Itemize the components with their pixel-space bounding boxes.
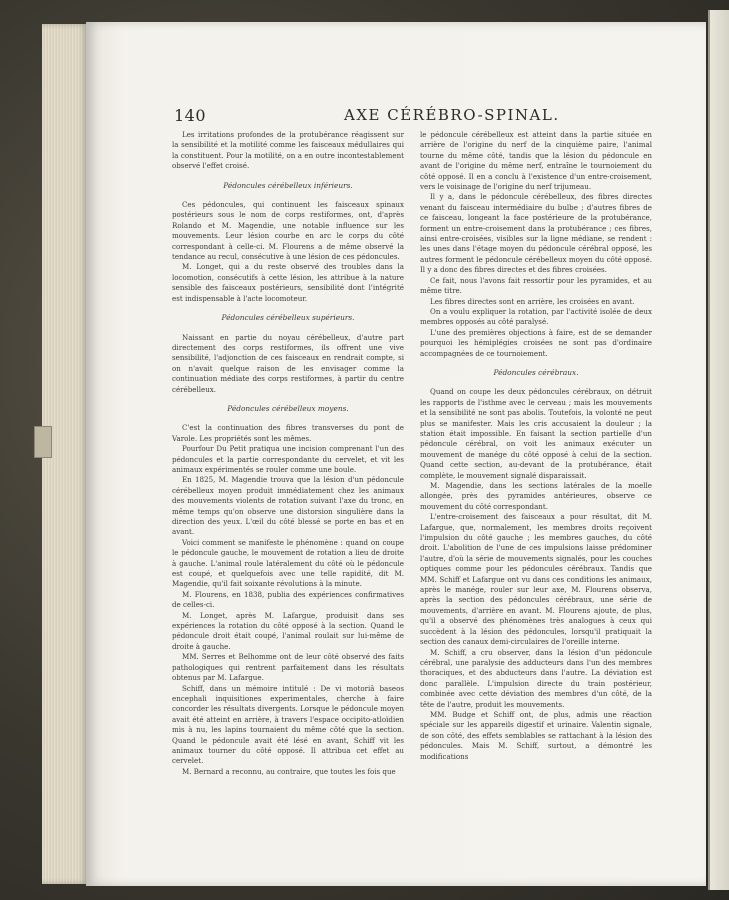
paragraph: le pédoncule cérébelleux est atteint dans la partie située en arrière de l'origine du nerf de la cinquième paire, l'animal tourne du même côté, tandis que la lésion du pédoncule en avant de l'origine du même nerf, entraîne le tournoiement du côté opposé. Il en a conclu à l'existence d'un entre-croisement, vers le voisinage de l'origine du nerf trijumeau. [420, 130, 652, 192]
paragraph: C'est la continuation des fibres transverses du pont de Varole. Les propriétés sont les mêmes. [172, 423, 404, 443]
facing-page-edge [708, 10, 729, 890]
paragraph: M. Longet, qui a du reste observé des troubles dans la locomotion, consécutifs à cette lésion, les attribue à la nature sensible des faisceaux postérieurs, sensibilité dont l'intégrité est indispensable à l'acte locomoteur. [172, 262, 404, 303]
paragraph: MM. Budge et Schiff ont, de plus, admis une réaction spéciale sur les appareils digestif et urinaire. Valentin signale, de son côté, des effets semblables se rattachant à la lésion des pédoncules. Mais M. Schiff, surtout, a démontré les modifications [420, 709, 652, 761]
paragraph: M. Magendie, dans les sections latérales de la moelle allongée, près des pyramides antérieures, observe ce mouvement du côté correspondant. [420, 481, 652, 511]
paragraph: Schiff, dans un mémoire intitulé : De vi motoriâ baseos encephali inquisitiones experimentales, cherche à faire concorder les résultats divergents. Lorsque le pédoncule moyen avait été atteint en arrière, à travers l'espace occipito-atloïdien mis à nu, les lapins tournaient du même côté que la section. Quand le pédoncule avait été lésé en avant, Schiff vit les animaux tourner du côté opposé. Il attribua cet effet au cervelet. [172, 683, 404, 766]
paragraph: M. Bernard a reconnu, au contraire, que toutes les fois que [182, 766, 396, 776]
paragraph: Les fibres directes sont en arrière, les croisées en avant. [430, 296, 635, 306]
paragraph: L'entre-croisement des faisceaux a pour résultat, dit M. Lafargue, que, normalement, les membres droits reçoivent l'impulsion du côté gauche ; les membres gauches, du côté droit. L'abolition de l'une de ces impulsions laisse prédominer l'autre, d'où la série de mouvements signalés, pour les couches optiques comme pour les pédoncules cérébraux. Tandis que MM. Schiff et Lafargue ont vu dans ces conditions les animaux, après le manége, rouler sur leur axe, M. Flourens observa, après la section des pédoncules cérébraux, une série de mouvements, d'arrière en avant. M. Flourens ajoute, de plus, qu'il a observé des phénomènes très analogues à ceux qui succèdent à la lésion des pédoncules, lorsqu'il pratiquait la section des canaux demi-circulaires de l'oreille interne. [420, 512, 652, 647]
paragraph: On a voulu expliquer la rotation, par l'activité isolée de deux membres opposés au côté paralysé. [420, 306, 652, 327]
paragraph: Quand on coupe les deux pédoncules cérébraux, on détruit les rapports de l'isthme avec le cerveau ; mais les mouvements et la sensibilité ne sont pas abolis. Toutefois, la volonté ne peut plus se manifester. Mais les cris accusaient la douleur ; la station était impossible. En faisant la section partielle d'un pédoncule cérébral, on voit les animaux exécuter un mouvement de manége du côté opposé à celui de la section. Quand cette section, au-devant de la protubérance, était complète, le mouvement signalé disparaissait. [420, 387, 652, 480]
section-heading: Pédoncules cérébelleux moyens. [227, 403, 349, 413]
paragraph: M. Longet, après M. Lafargue, produisit dans ses expériences la rotation du côté opposé à la section. Quand le pédoncule droit était coupé, l'animal roulait sur lui-même de droite à gauche. [172, 610, 404, 651]
paragraph: MM. Serres et Belhomme ont de leur côté observé des faits pathologiques qui rentrent parfaitement dans les résultats obtenus par M. Lafargue. [172, 652, 404, 683]
paragraph: En 1825, M. Magendie trouva que la lésion d'un pédoncule cérébelleux moyen produit immédiatement chez les animaux des mouvements violents de rotation suivant l'axe du tronc, en même temps qu'on observe une distorsion singulière dans la direction des yeux. L'œil du côté blessé se porte en bas et en avant. [172, 475, 404, 537]
right-column [420, 130, 652, 762]
paragraph: Ce fait, nous l'avons fait ressortir pour les pyramides, et au même titre. [420, 275, 652, 296]
paragraph: Il y a, dans le pédoncule cérébelleux, des fibres directes venant du faisceau intermédiaire du bulbe ; d'autres fibres de ce faisceau, longeant la face postérieure de la protubérance, forment un entre-croisement dans la protubérance ; ces fibres, ainsi entre-croisées, visibles sur la ligne médiane, se rendent : les unes dans l'étage moyen du pédoncule cérébral opposé, les autres forment le pédoncule cérébelleux moyen du côté opposé. Il y a donc des fibres directes et des fibres croisées. [420, 192, 652, 275]
page-number: 140 [174, 106, 207, 125]
paragraph: Les irritations profondes de la protubérance réagissent sur la sensibilité et la motilité comme les faisceaux médullaires qui la constituent. Pour la motilité, on a en outre incontestablement observé l'effet croisé. [172, 130, 404, 171]
paragraph: Naissant en partie du noyau cérébelleux, d'autre part directement des corps restiformes, ils offrent une vive sensibilité, l'adjonction de ces faisceaux en rendrait compte, si on n'avait quelque raison de les envisager comme la continuation médiate des corps restiformes, à partir du centre cérébelleux. [172, 332, 404, 394]
section-heading: Pédoncules cérébelleux inférieurs. [223, 180, 353, 190]
paragraph: M. Schiff, a cru observer, dans la lésion d'un pédoncule cérébral, une paralysie des adducteurs dans l'un des membres thoraciques, et des abducteurs dans l'autre. La déviation est donc parallèle. L'impulsion directe du train postérieur, combinée avec cette déviation des membres d'un côté, de la tête de l'autre, produit les mouvements. [420, 647, 652, 709]
paragraph: Voici comment se manifeste le phénomène : quand on coupe le pédoncule gauche, le mouvement de rotation a lieu de droite à gauche. L'animal roule latéralement du côté où le pédoncule est coupé, et quelquefois avec une telle rapidité, dit M. Magendie, qu'il fait soixante révolutions à la minute. [172, 537, 404, 589]
running-head [174, 106, 674, 128]
left-column [172, 130, 404, 777]
paragraph: Ces pédoncules, qui continuent les faisceaux spinaux postérieurs sous le nom de corps restiformes, ont, d'après Rolando et M. Magendie, une notable influence sur les mouvements. Leur lésion courbe en arc le corps du côté correspondant à celle-ci. M. Flourens a de même observé la tendance au recul, consécutive à une lésion de ces pédoncules. [172, 200, 404, 262]
bookmark-tab [34, 426, 52, 458]
paragraph: L'une des premières objections à faire, est de se demander pourquoi les hémiplégies croisées ne sont pas d'ordinaire accompagnées de ce tournoiement. [420, 327, 652, 358]
page-title: AXE CÉRÉBRO-SPINAL. [344, 106, 560, 124]
section-heading: Pédoncules cérébelleux supérieurs. [221, 313, 355, 323]
section-heading: Pédoncules cérébraux. [493, 367, 579, 377]
paragraph: Pourfour Du Petit pratiqua une incision comprenant l'un des pédoncules et la partie correspondante du cervelet, et vit les animaux expérimentés se rouler comme une boule. [172, 444, 404, 474]
paragraph: M. Flourens, en 1838, publia des expériences confirmatives de celles-ci. [172, 589, 404, 610]
